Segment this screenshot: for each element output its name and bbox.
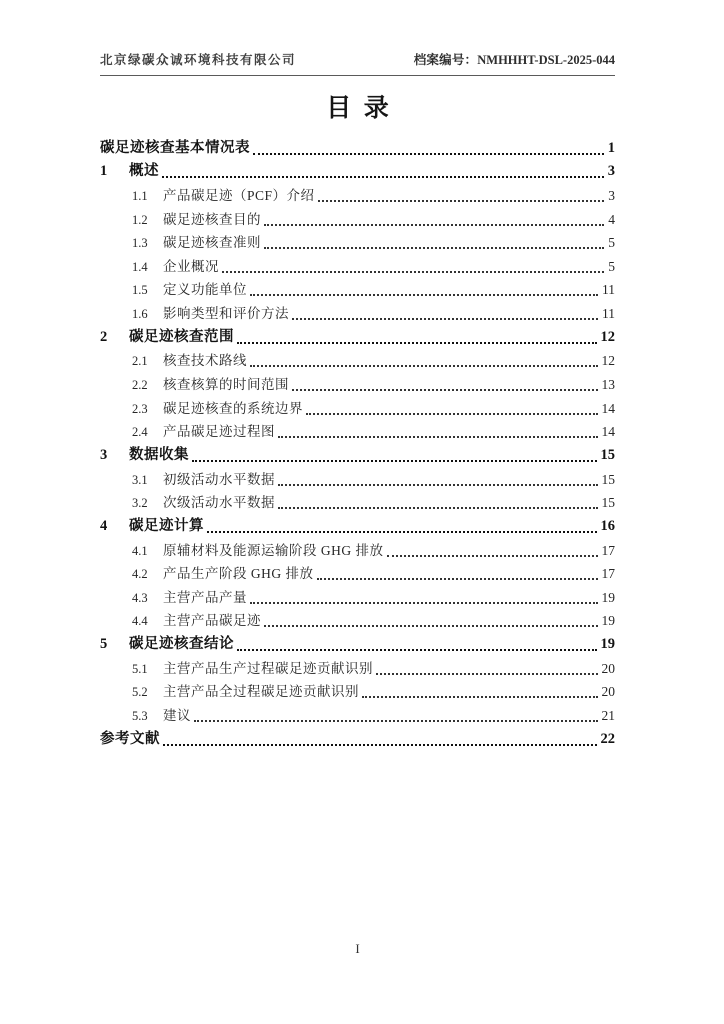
toc-entry-page: 16 [600, 517, 615, 534]
toc-entry[interactable] [100, 278, 615, 302]
toc-entry-page: 11 [602, 306, 615, 322]
toc-entry-page: 11 [602, 282, 615, 298]
toc-entry-page: 3 [608, 187, 615, 203]
toc-entry-title: 碳足迹核查目的 [163, 211, 261, 227]
toc-leader-dots [250, 294, 598, 296]
toc-entry-page: 4 [608, 211, 615, 227]
toc-entry-page: 14 [601, 400, 615, 416]
toc-entry-number: 5.2 [132, 685, 148, 700]
toc-entry-number: 3.2 [132, 496, 148, 511]
toc-entry-page: 19 [601, 589, 615, 605]
toc-entry[interactable] [100, 656, 615, 680]
toc-entry[interactable] [100, 562, 615, 586]
toc-entry-number: 4.2 [132, 567, 148, 582]
toc-entry[interactable] [100, 420, 615, 444]
toc-leader-dots [387, 555, 598, 557]
toc-leader-dots [222, 271, 604, 273]
toc-entry-title: 碳足迹计算 [129, 517, 204, 534]
toc-entry-title: 数据收集 [129, 446, 189, 463]
toc-entry-title: 定义功能单位 [163, 282, 247, 298]
toc-entry-title: 碳足迹核查准则 [163, 235, 261, 251]
toc-entry-title: 主营产品全过程碳足迹贡献识别 [163, 684, 359, 700]
toc-entry-title: 核查核算的时间范围 [163, 377, 289, 393]
toc-entry-page: 13 [601, 377, 615, 393]
toc-entry-page: 15 [601, 495, 615, 511]
toc-entry-number: 4 [100, 517, 108, 534]
toc-entry-title: 次级活动水平数据 [163, 495, 275, 511]
toc-entry[interactable] [100, 467, 615, 491]
toc-leader-dots [253, 153, 604, 155]
toc-entry[interactable] [100, 301, 615, 325]
toc-entry-page: 17 [601, 542, 615, 558]
toc-entry[interactable] [100, 609, 615, 633]
toc-entry-number: 4.4 [132, 614, 148, 629]
page-footer [100, 941, 615, 957]
page-header [100, 50, 615, 76]
toc-entry[interactable] [100, 727, 615, 751]
toc-entry-page: 20 [601, 684, 615, 700]
toc-leader-dots [163, 744, 597, 746]
toc-entry-number: 2.1 [132, 354, 148, 369]
toc-entry-page: 17 [601, 566, 615, 582]
toc-leader-dots [250, 602, 598, 604]
toc-entry-number: 4.3 [132, 590, 148, 605]
toc-entry-number: 3.1 [132, 472, 148, 487]
toc-leader-dots [207, 531, 597, 533]
toc-leader-dots [194, 720, 598, 722]
toc-entry[interactable] [100, 372, 615, 396]
toc-entry-number: 5.1 [132, 661, 148, 676]
toc-entry[interactable] [100, 349, 615, 373]
toc-entry[interactable] [100, 632, 615, 656]
toc-entry-page: 21 [601, 708, 615, 724]
toc-entry[interactable] [100, 136, 615, 160]
toc-entry[interactable] [100, 254, 615, 278]
doc-number-value: NMHHHT-DSL-2025-044 [477, 53, 615, 67]
company-name: 北京绿碳众诚环境科技有限公司 [100, 53, 297, 67]
toc-leader-dots [264, 247, 604, 249]
toc-entry-number: 4.1 [132, 543, 148, 558]
toc-entry-title: 产品碳足迹（PCF）介绍 [163, 187, 315, 203]
toc-leader-dots [376, 673, 598, 675]
toc-leader-dots [264, 224, 604, 226]
toc-leader-dots [306, 413, 598, 415]
toc-entry[interactable] [100, 585, 615, 609]
toc-entry-title: 主营产品碳足迹 [163, 613, 261, 629]
toc-entry-title: 建议 [163, 708, 191, 724]
toc-entry[interactable] [100, 703, 615, 727]
toc-entry-title: 原辅材料及能源运输阶段 GHG 排放 [163, 542, 384, 558]
page-number: I [355, 941, 360, 956]
toc-leader-dots [318, 200, 605, 202]
toc-entry[interactable] [100, 443, 615, 467]
toc-entry-page: 1 [607, 139, 615, 156]
toc-entry[interactable] [100, 160, 615, 184]
toc-leader-dots [162, 176, 604, 178]
toc-entry[interactable] [100, 514, 615, 538]
toc-entry-title: 产品碳足迹过程图 [163, 424, 275, 440]
toc-entry-title: 影响类型和评价方法 [163, 306, 289, 322]
toc-entry-title: 碳足迹核查范围 [129, 328, 234, 345]
toc-entry-number: 1.5 [132, 283, 148, 298]
toc-entry[interactable] [100, 231, 615, 255]
toc-leader-dots [237, 649, 597, 651]
toc-entry-number: 1 [100, 163, 108, 180]
toc-entry[interactable] [100, 396, 615, 420]
doc-number-label: 档案编号： [413, 53, 478, 67]
toc-entry-title: 核查技术路线 [163, 353, 247, 369]
toc-entry-number: 1.2 [132, 212, 148, 227]
toc-entry-number: 2.3 [132, 401, 148, 416]
toc-entry-page: 12 [600, 328, 615, 345]
toc-entry-page: 22 [600, 730, 615, 747]
toc-entry[interactable] [100, 183, 615, 207]
toc-entry-number: 2 [100, 328, 108, 345]
toc-leader-dots [292, 318, 598, 320]
toc-entry-page: 5 [608, 258, 615, 274]
toc-leader-dots [362, 696, 598, 698]
toc-leader-dots [292, 389, 598, 391]
toc-entry-page: 14 [601, 424, 615, 440]
toc-entry-number: 5 [100, 636, 108, 653]
toc-entry-title: 主营产品生产过程碳足迹贡献识别 [163, 660, 373, 676]
toc-entry-title: 参考文献 [100, 730, 160, 747]
toc-entry-page: 19 [601, 613, 615, 629]
toc-leader-dots [278, 507, 598, 509]
toc-leader-dots [278, 484, 598, 486]
toc-entry[interactable] [100, 325, 615, 349]
toc-entry-number: 1.1 [132, 188, 148, 203]
toc-entry-title: 碳足迹核查的系统边界 [163, 400, 303, 416]
toc-entry-number: 5.3 [132, 709, 148, 724]
toc-page-title: 目 录 [326, 95, 389, 122]
toc-leader-dots [237, 342, 597, 344]
toc-entry-number: 2.2 [132, 378, 148, 393]
toc-entry-page: 20 [601, 660, 615, 676]
toc-entry-title: 碳足迹核查结论 [129, 636, 234, 653]
toc-entry[interactable] [100, 680, 615, 704]
toc-entry-page: 15 [601, 471, 615, 487]
toc-entry-title: 碳足迹核查基本情况表 [100, 139, 250, 156]
toc-entry-title: 企业概况 [163, 258, 219, 274]
toc-entry-number: 3 [100, 446, 108, 463]
toc-entry-page: 15 [600, 446, 615, 463]
toc-entry-page: 12 [601, 353, 615, 369]
toc-entry-number: 1.3 [132, 236, 148, 251]
toc-entry-page: 3 [607, 163, 615, 180]
toc-entry-title: 主营产品产量 [163, 589, 247, 605]
toc-entry-page: 5 [608, 235, 615, 251]
toc-leader-dots [317, 578, 598, 580]
toc-entry[interactable] [100, 538, 615, 562]
toc-entry-number: 1.4 [132, 259, 148, 274]
toc-entry-title: 产品生产阶段 GHG 排放 [163, 566, 314, 582]
toc-leader-dots [264, 625, 598, 627]
toc-entry-page: 19 [600, 636, 615, 653]
toc-entry[interactable] [100, 207, 615, 231]
toc-entry-title: 初级活动水平数据 [163, 471, 275, 487]
toc-entry-title: 概述 [129, 163, 159, 180]
toc-entry[interactable] [100, 491, 615, 515]
toc-entry-number: 1.6 [132, 307, 148, 322]
toc-entry-number: 2.4 [132, 425, 148, 440]
toc-leader-dots [192, 460, 597, 462]
toc-leader-dots [250, 365, 598, 367]
toc-leader-dots [278, 436, 598, 438]
toc-list [100, 136, 615, 751]
doc-number [414, 50, 615, 68]
